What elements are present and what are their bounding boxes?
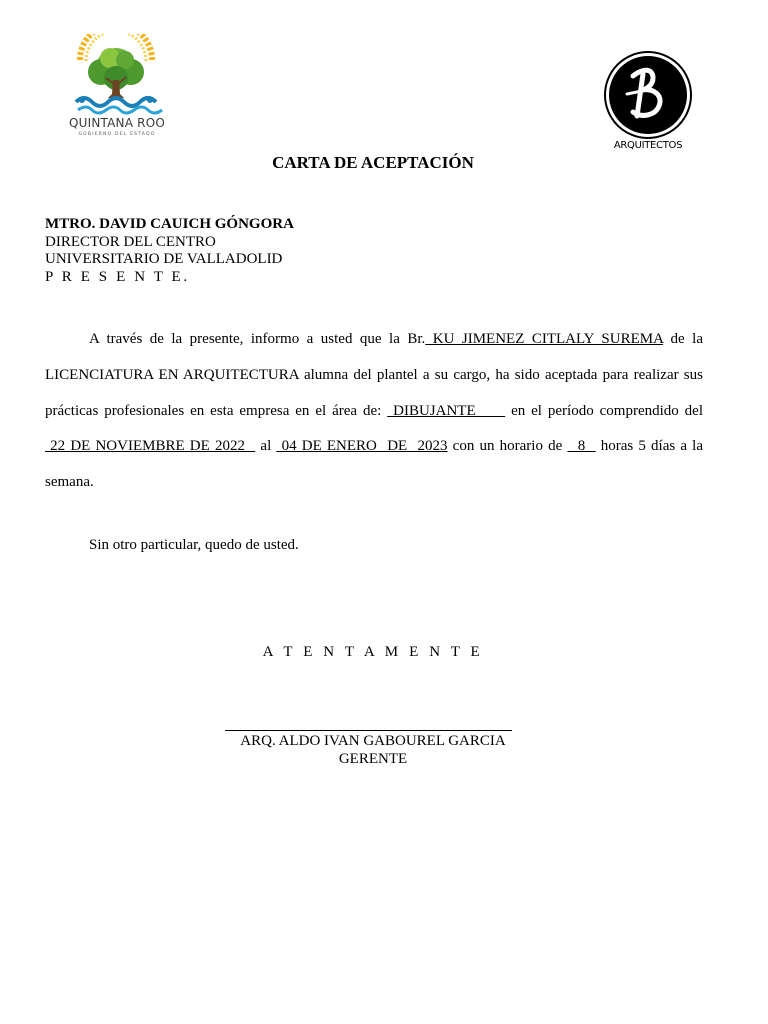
atentamente: A T E N T A M E N T E <box>262 644 484 660</box>
addressee-line-2: UNIVERSITARIO DE VALLADOLID <box>45 251 283 267</box>
body-program: de la LICENCIATURA EN ARQUITECTURA alumna del plantel a su cargo, ha sido aceptada para realizar sus prácticas profesionales en esta empresa en el área de: <box>45 331 703 419</box>
quintana-roo-logo <box>56 34 178 142</box>
qroo-logo-name: QUINTANA ROO <box>69 116 165 130</box>
tree-emblem-icon <box>68 34 164 116</box>
hours-value: 8 <box>567 438 596 455</box>
body-end: horas 5 días a la semana. <box>45 438 704 491</box>
signature-line <box>225 730 512 731</box>
body-al: al <box>255 438 277 455</box>
closing-text: Sin otro particular, quedo de usted. <box>89 537 299 553</box>
body-intro: A través de la presente, informo a usted que la Br. <box>89 331 426 347</box>
addressee-line-1: DIRECTOR DEL CENTRO <box>45 233 216 250</box>
b-monogram-icon <box>603 50 693 140</box>
body-schedule: con un horario de <box>447 438 568 455</box>
start-date: 22 DE NOVIEMBRE DE 2022 <box>45 438 256 455</box>
addressee-presente: P R E S E N T E. <box>45 268 190 285</box>
arquitectos-logo-name: ARQUITECTOS <box>613 140 683 151</box>
signatory-role: GERENTE <box>338 751 408 767</box>
letter-title: CARTA DE ACEPTACIÓN <box>272 153 474 172</box>
letter-body <box>45 322 703 501</box>
area-value: DIBUJANTE <box>387 402 506 419</box>
qroo-logo-subtitle: GOBIERNO DEL ESTADO <box>78 132 156 137</box>
signatory-name-text: ARQ. ALDO IVAN GABOUREL GARCIA <box>240 733 506 749</box>
end-date: 04 DE ENERO DE 2023 <box>276 438 448 455</box>
student-name: KU JIMENEZ CITLALY SUREMA <box>425 331 664 347</box>
signatory-name <box>0 733 746 750</box>
body-period: en el período comprendido del <box>505 402 704 419</box>
addressee-name: MTRO. DAVID CAUICH GÓNGORA <box>45 216 294 232</box>
addressee-block <box>45 216 294 286</box>
b-arquitectos-logo <box>600 50 696 156</box>
